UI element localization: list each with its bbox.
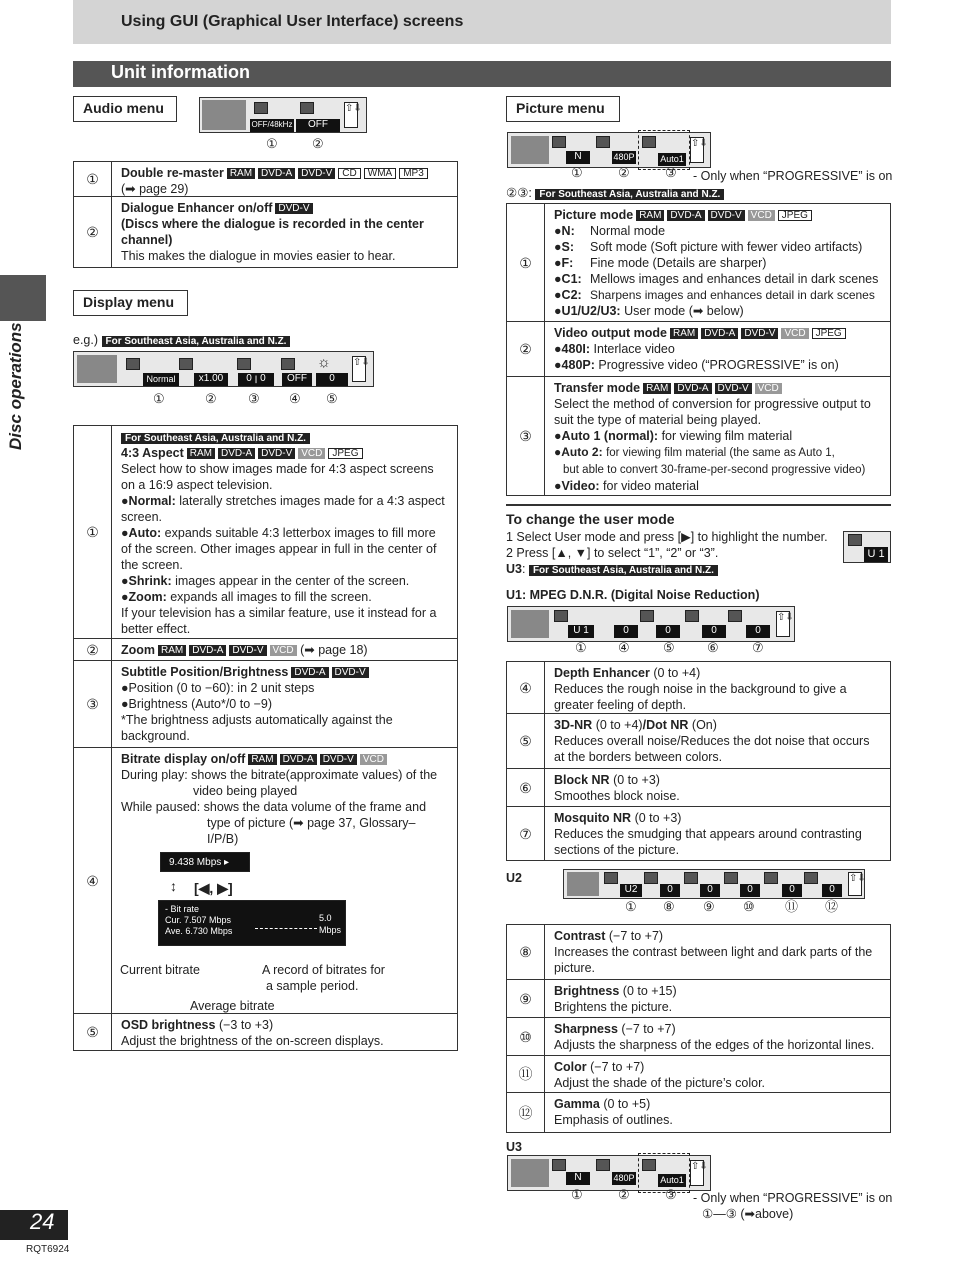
- osd-value: 0 ꞁ 0: [238, 373, 274, 386]
- annotation: A record of bitrates for: [262, 963, 385, 977]
- scroll-arrows-icon: ⇧⇩: [352, 356, 366, 382]
- callout-number: ①: [153, 391, 165, 406]
- callout-number: ①: [571, 1187, 583, 1202]
- page-ref: (➡ page 29): [121, 182, 189, 196]
- page-number: 24: [0, 1210, 68, 1240]
- annotation: Average bitrate: [190, 999, 275, 1013]
- tag: DVD-V: [275, 203, 312, 214]
- osd-value: x1.00: [194, 373, 228, 386]
- tag: MP3: [399, 168, 428, 179]
- color-icon: [764, 872, 778, 884]
- scroll-arrows-icon: ⇧⇩: [848, 872, 862, 896]
- osd-value: OFF: [296, 119, 340, 132]
- brightness-icon: [684, 872, 698, 884]
- row-title: Transfer mode: [554, 381, 641, 395]
- audio-osd: [199, 97, 367, 133]
- row-title: OSD brightness: [121, 1018, 216, 1032]
- step-1: 1 Select User mode and press [▶] to highlight the number.: [506, 530, 828, 544]
- row-title: Bitrate display on/off: [121, 752, 246, 766]
- row-title: Picture mode: [554, 208, 634, 222]
- callout-number: ②: [312, 136, 324, 151]
- bitrate-large-osd: - Bit rate Cur. 7.507 Mbps Ave. 6.730 Mbps 5.0 Mbps: [158, 900, 346, 946]
- zoom-icon: [179, 358, 193, 370]
- callout-number: ②: [205, 391, 217, 406]
- picture-icon: [511, 1159, 549, 1187]
- remaster-icon: [254, 102, 268, 114]
- contrast-icon: [644, 872, 658, 884]
- callout-number: ⑧: [663, 899, 675, 914]
- audio-table: ① Double re-master RAM DVD-A DVD-V CD WMA MP3 (➡ page 29) ② Dialogue Enhancer on/off DVD-V (Discs where the dialogue is recorded in the center channel) This makes the dialogue in movies easier to hear.: [73, 161, 458, 268]
- osd-value: 480P: [613, 152, 635, 162]
- callout-number: ⑪: [785, 899, 799, 914]
- subtitle-icon: [237, 358, 251, 370]
- picture-mode-icon: [848, 534, 862, 546]
- row-title: Subtitle Position/Brightness: [121, 665, 289, 679]
- row-title: Double re-master: [121, 166, 224, 180]
- osd-value: N: [566, 151, 590, 164]
- u2-label: U2: [506, 871, 522, 885]
- user-mode-title: To change the user mode: [506, 511, 675, 527]
- bitrate-graph: [255, 915, 317, 929]
- tag: DVD-V: [298, 168, 335, 179]
- side-label: Disc operations: [6, 322, 25, 450]
- callout-number: ①: [266, 136, 278, 151]
- progressive-only-frame: [638, 1153, 690, 1193]
- row-text: This makes the dialogue in movies easier to hear.: [121, 249, 396, 263]
- depth-icon: [640, 610, 654, 622]
- row-text: Select how to show images made for 4:3 aspect screens on a 16:9 aspect television.: [121, 462, 434, 492]
- row-title: Zoom: [121, 643, 156, 657]
- dialogue-icon: [300, 102, 314, 114]
- video-output-icon: [596, 136, 610, 148]
- user-mode-icon: [554, 610, 568, 622]
- speaker-icon: [202, 100, 246, 130]
- note: - Only when “PROGRESSIVE” is on: [693, 1191, 893, 1205]
- eg-label: e.g.) For Southeast Asia, Australia and N.Z.: [73, 332, 290, 348]
- callout-number: ③: [248, 391, 260, 406]
- picture-mode-icon: [552, 136, 566, 148]
- side-tab-block: [0, 275, 46, 321]
- u1-osd: ⇧⇩ U 1 0 0 0 0: [507, 606, 795, 642]
- display-osd: [73, 351, 374, 387]
- callout-number: ①: [571, 165, 583, 180]
- section-title: Unit information: [73, 61, 891, 87]
- updown-arrow-icon: ↕: [170, 878, 177, 894]
- display-icon: [77, 355, 117, 383]
- 3dnr-icon: [685, 610, 699, 622]
- step-2: 2 Press [▲, ▼] to select “1”, “2” or “3”.: [506, 546, 719, 560]
- callout-number: ②: [618, 1187, 630, 1202]
- aspect-icon: [126, 358, 140, 370]
- callout-number: ⑥: [707, 640, 719, 655]
- audio-menu-title: Audio menu: [73, 96, 177, 122]
- gamma-icon: [804, 872, 818, 884]
- scroll-arrows-icon: ⇧⇩: [690, 1160, 704, 1186]
- tag: WMA: [364, 168, 396, 179]
- sharpness-icon: [724, 872, 738, 884]
- osd-value: 0: [316, 373, 348, 386]
- scroll-arrows-icon: ⇧⇩: [344, 102, 358, 128]
- callout-number: ①: [625, 899, 637, 914]
- callout-number: ⑤: [326, 391, 338, 406]
- page-header: Using GUI (Graphical User Interface) screens: [73, 0, 891, 44]
- annotation: a sample period.: [266, 979, 359, 993]
- row-note: (Discs where the dialogue is recorded in the center channel): [121, 217, 424, 247]
- callout-number: ⑫: [825, 899, 839, 914]
- u1-table: ④ Depth Enhancer (0 to +4) Reduces the rough noise in the background to give a greater feeling of depth. ⑤ 3D-NR (0 to +4)/Dot NR (On) Reduces overall noise/Reduces the dot noise that occurs at the borders between colors. ⑥ Block NR (0 to +3) Smoothes block noise. ⑦ Mosquito NR (0 to +3) Reduces the smudging that appears around contrasting sections of the picture.: [506, 661, 891, 861]
- brightness-icon: ☼: [317, 354, 331, 371]
- callout-number: ④: [289, 391, 301, 406]
- u2-osd: ⇧⇩ U2 0 0 0 0 0: [563, 869, 865, 899]
- callout-number: ④: [618, 640, 630, 655]
- u2-table: ⑧ Contrast (−7 to +7) Increases the contrast between light and dark parts of the picture. ⑨ Brightness (0 to +15) Brightens the picture. ⑩ Sharpness (−7 to +7) Adjusts the sharpness of the edges of the horizontal lines. ⑪ Color (−7 to +7) Adjust the shade of the picture’s color. ⑫ Gamma (0 to +5) Emphasis of outlines.: [506, 924, 891, 1133]
- callout-number: ③: [665, 165, 677, 180]
- user-mode-icon: [604, 872, 618, 884]
- scroll-arrows-icon: ⇧⇩: [776, 611, 790, 637]
- osd-value: Auto1: [658, 153, 686, 166]
- note-ref: ①—③ (➡above): [702, 1207, 794, 1221]
- callout-number: ③: [665, 1187, 677, 1202]
- display-table: ① For Southeast Asia, Australia and N.Z. 4:3 Aspect RAM DVD-A DVD-V VCD JPEG Select how to show images made for 4:3 aspect screens on a 16:9 aspect television. ●Normal: laterally stretches images made for a 4:3 aspect screen. ●Auto: expands suitable 4:3 letterbox images to fill more of the screen. Other images appear in full in the center of the screen. ●Shrink: images appear in the center of the screen. ●Zoom: expands all images to fill the screen. If your television has a similar feature, use it instead for a better effect. ② Zoom RAM DVD-A DVD-V VCD (➡ page 18) ③ Subtitle Position/Brightness DVD-A DVD-V ●Position (0 to −60): in 2 unit steps ●Brightness (Auto*/0 to −9) *The brightness adjusts automatically against the background. ④ Bitrate display on/off RAM DVD-A DVD-V VCD During play: shows the bitrate(approximate values) of the video being played While paused: shows the data volume of the frame and type of picture (➡ page 37, Glossary– I/P/B) 9.438 Mbps ▸ ↕ [◀, ▶] - Bit rate Cur. 7.507 Mbps Ave. 6.730 Mbps 5.0 Mbps Current bitrate A record of bitrates for a sample period. Average bitrate ⑤ OSD brightness (−3 to +3) Adjust the brightness of the on-screen displays.: [73, 425, 458, 1051]
- row-title: 4:3 Aspect: [121, 446, 184, 460]
- tag: CD: [338, 168, 360, 179]
- u3-label: U3: [506, 1140, 522, 1154]
- osd-value: OFF: [282, 373, 312, 386]
- scroll-arrows-icon: ⇧⇩: [690, 137, 704, 163]
- row-title: Dialogue Enhancer on/off: [121, 201, 273, 215]
- osd-value: OFF/48kHz: [250, 119, 294, 132]
- picture-icon: [511, 136, 549, 164]
- callout-number: ⑩: [743, 899, 755, 914]
- u3-osd: ⇧⇩ N 480P Auto1: [507, 1155, 711, 1191]
- block-nr-icon: [728, 610, 742, 622]
- region-line: ②③: For Southeast Asia, Australia and N.Z.: [506, 185, 724, 201]
- bitrate-icon: [281, 358, 295, 370]
- region-tag: For Southeast Asia, Australia and N.Z.: [102, 336, 291, 347]
- doc-code: RQT6924: [26, 1244, 70, 1255]
- picture-menu-title: Picture menu: [506, 96, 620, 122]
- u3-region-line: U3: For Southeast Asia, Australia and N.Z.: [506, 561, 718, 577]
- region-tag: For Southeast Asia, Australia and N.Z.: [121, 433, 310, 444]
- osd-value: Normal: [143, 373, 179, 386]
- u1-title: U1: MPEG D.N.R. (Digital Noise Reduction): [506, 588, 760, 602]
- picture-icon: [567, 872, 599, 896]
- arrow-keys: [◀, ▶]: [194, 880, 233, 896]
- callout-number: ⑨: [703, 899, 715, 914]
- callout-number: ⑦: [752, 640, 764, 655]
- display-menu-title: Display menu: [73, 290, 188, 316]
- tag: DVD-A: [258, 168, 295, 179]
- tag: RAM: [227, 168, 255, 179]
- note: - Only when “PROGRESSIVE” is on: [693, 169, 893, 183]
- callout-number: ②: [618, 165, 630, 180]
- picture-mode-icon: [552, 1159, 566, 1171]
- video-output-icon: [596, 1159, 610, 1171]
- callout-number: ①: [575, 640, 587, 655]
- row-title: Video output mode: [554, 326, 667, 340]
- annotation: Current bitrate: [120, 963, 200, 977]
- bitrate-small-osd: 9.438 Mbps ▸: [160, 852, 250, 872]
- picture-osd: [507, 132, 711, 168]
- user-mode-osd: U 1: [843, 531, 891, 563]
- picture-icon: [511, 610, 549, 638]
- picture-table: ① Picture mode RAM DVD-A DVD-V VCD JPEG ●N: Normal mode ●S: Soft mode (Soft picture with fewer video artifacts) ●F: Fine mode (Details are sharper) ●C1: Mellows images and enhances detail in dark scenes ●C2: Sharpens images and enhances detail in dark scenes ●U1/U2/U3: User mode (➡ below) ② Video output mode RAM DVD-A DVD-V VCD JPEG ●480I: Interlace video ●480P: Progressive video (“PROGRESSIVE” is on) ③ Transfer mode RAM DVD-A DVD-V VCD Select the method of conversion for progressive output to suit the type of material being played. ●Auto 1 (normal): for viewing film material ●Auto 2: for viewing film material (the same as Auto 1, but able to convert 30-frame-per-second progressive video) ●Video: for video material: [506, 203, 891, 496]
- callout-number: ⑤: [663, 640, 675, 655]
